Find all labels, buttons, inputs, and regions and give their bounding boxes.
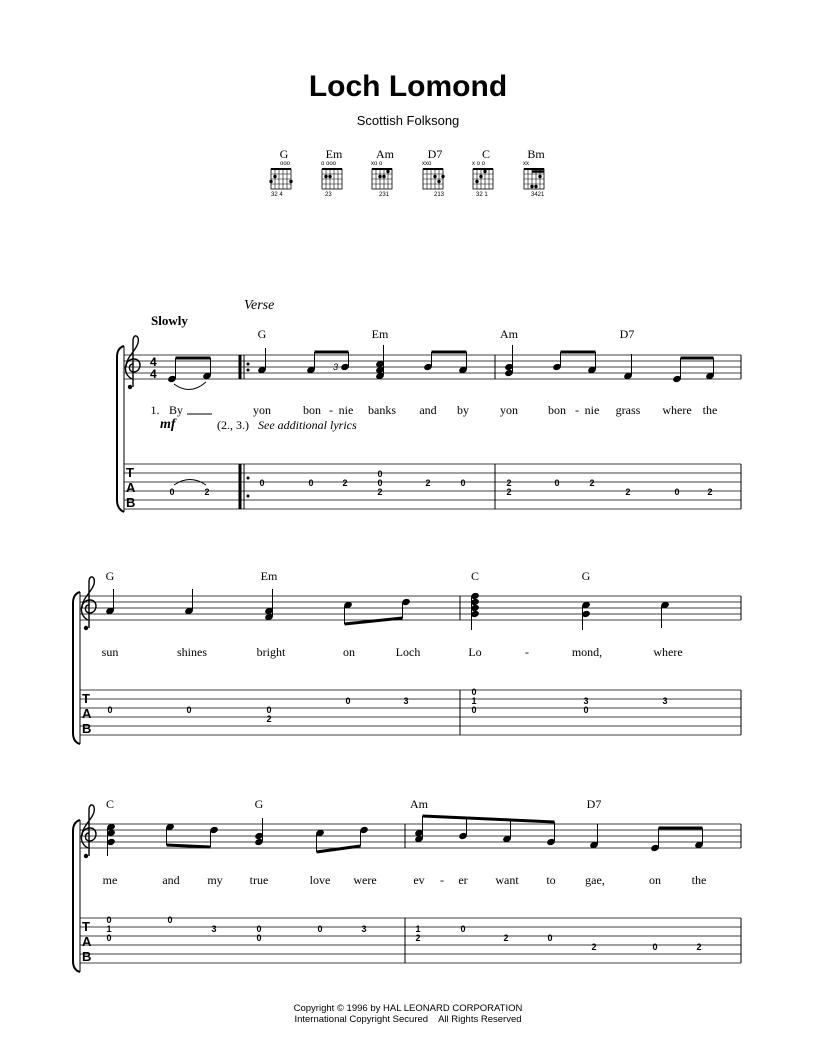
tab-fret: 1 [415, 924, 421, 934]
time-signature-top: 4 [150, 355, 157, 369]
lyric-hyphen: - [525, 645, 529, 659]
chord-symbol: Em [371, 327, 389, 341]
tab-fret: 2 [503, 933, 509, 943]
lyric-syllable: bright [256, 645, 286, 659]
chord-symbol: Am [500, 327, 518, 341]
lyric-hyphen: - [440, 873, 444, 887]
tab-fret: 3 [361, 924, 367, 934]
tab-letter: A [82, 934, 92, 949]
treble-clef-icon [81, 805, 96, 858]
chord-symbol: D7 [586, 797, 602, 811]
tab-fret: 0 [107, 705, 113, 715]
chord-fingering: 3421 [531, 192, 545, 198]
tab-fret: 2 [696, 942, 702, 952]
chord-symbol: Am [410, 797, 428, 811]
lyric-syllable: nie [584, 403, 600, 417]
tuplet-number: 3 [333, 362, 339, 372]
chord-diagram-label: Em [325, 147, 343, 161]
lyric-syllable: and [162, 873, 180, 887]
lyric-syllable: where [653, 645, 683, 659]
tab-fret: 0 [345, 696, 351, 706]
copyright-line: International Copyright Secured All Rights Reserved [294, 1014, 522, 1025]
chord-symbol: Em [260, 569, 278, 583]
chord-open-strings: xx [523, 161, 529, 167]
notes-measure-6 [414, 816, 704, 852]
lyric-syllable: on [343, 645, 355, 659]
lyric-syllable: sun [101, 645, 119, 659]
verse-number: 1. [150, 403, 160, 417]
tab-fret: 3 [211, 924, 217, 934]
tab-fret: 0 [652, 942, 658, 952]
tab-fret: 0 [547, 933, 553, 943]
staff-lines [80, 596, 741, 620]
chord-fingering: 32 1 [476, 192, 488, 198]
lyric-syllable: yon [500, 403, 518, 417]
treble-clef-icon [125, 336, 140, 389]
section-label: Verse [244, 298, 275, 313]
tab-staff [124, 464, 741, 510]
dynamic-marking: mf [160, 417, 176, 432]
tab-fret: 0 [554, 478, 560, 488]
time-signature-bottom: 4 [150, 367, 157, 381]
tab-fret: 0 [256, 933, 262, 943]
notes-measure-4 [470, 592, 670, 630]
tab-fret: 2 [415, 933, 421, 943]
tab-fret: 0 [377, 478, 383, 488]
tab-letter: T [126, 465, 134, 480]
chord-symbol: G [581, 569, 591, 583]
notes-measure-3 [105, 589, 411, 624]
system-2 [73, 577, 741, 744]
tab-fret: 0 [471, 705, 477, 715]
chord-symbol: G [254, 797, 264, 811]
tab-fret: 0 [106, 933, 112, 943]
chord-fingering: 231 [379, 192, 390, 198]
lyric-syllable: the [702, 403, 718, 417]
lyric-syllable: want [495, 873, 519, 887]
tab-letter: B [82, 949, 92, 964]
tab-fret: 2 [591, 942, 597, 952]
tab-fret: 0 [167, 915, 173, 925]
chord-diagram-label: C [481, 147, 491, 161]
tab-fret: 0 [106, 915, 112, 925]
tab-fret: 2 [204, 487, 210, 497]
copyright-line: Copyright © 1996 by HAL LEONARD CORPORATION [293, 1003, 523, 1014]
staff-lines [124, 355, 741, 379]
lyric-syllable: me [102, 873, 118, 887]
song-subtitle: Scottish Folksong [356, 113, 460, 128]
tab-fret: 0 [460, 924, 466, 934]
chord-diagram-label: Bm [527, 147, 545, 161]
lyric-syllable: Loch [395, 645, 421, 659]
tab-fret: 0 [308, 478, 314, 488]
chord-symbol: C [470, 569, 480, 583]
tab-fret: 0 [186, 705, 192, 715]
system-3 [73, 805, 741, 972]
tab-letter: T [82, 919, 90, 934]
tab-fret: 0 [266, 705, 272, 715]
chord-symbol: D7 [619, 327, 635, 341]
tab-fret: 0 [583, 705, 589, 715]
lyric-syllable: gae, [585, 873, 605, 887]
lyric-syllable: the [691, 873, 707, 887]
chord-diagram-label: Am [376, 147, 394, 161]
lyric-syllable: By [168, 403, 184, 417]
notes-pickup [167, 358, 212, 390]
lyric-syllable: banks [368, 403, 396, 417]
notes-measure-1 [257, 345, 468, 380]
lyric-syllable: yon [253, 403, 271, 417]
tab-fret: 2 [266, 714, 272, 724]
lyric-syllable: my [207, 873, 223, 887]
tab-fret: 0 [471, 687, 477, 697]
tab-fret: 2 [589, 478, 595, 488]
tab-fret: 2 [342, 478, 348, 488]
chord-fingering: 213 [434, 192, 445, 198]
tab-fret: 2 [425, 478, 431, 488]
tab-fret: 2 [625, 487, 631, 497]
tab-staff [80, 915, 741, 964]
chord-open-strings: o ooo [321, 161, 337, 167]
tab-fret: 3 [662, 696, 668, 706]
tab-fret: 0 [256, 924, 262, 934]
lyric-hyphen: - [329, 403, 333, 417]
chord-open-strings: xo o [371, 161, 383, 167]
tab-letter: T [82, 691, 90, 706]
tab-letter: B [126, 495, 136, 510]
tab-fret: 0 [377, 469, 383, 479]
lyric-syllable: bon [548, 403, 566, 417]
tab-fret: 1 [106, 924, 112, 934]
tab-fret: 0 [460, 478, 466, 488]
lyric-syllable: love [309, 873, 331, 887]
alt-verses-number: (2., 3.) [217, 418, 249, 432]
tab-staff [80, 687, 741, 736]
tab-fret: 1 [471, 696, 477, 706]
chord-open-strings: x o o [472, 161, 486, 167]
lyric-syllable: on [649, 873, 661, 887]
tab-fret: 0 [674, 487, 680, 497]
lyric-syllable: shines [177, 645, 207, 659]
chord-diagram-label: D7 [427, 147, 443, 161]
tab-fret: 0 [259, 478, 265, 488]
lyric-hyphen: - [575, 403, 579, 417]
lyric-syllable: nie [338, 403, 354, 417]
chord-fingering: 23 [325, 192, 332, 198]
tab-fret: 3 [583, 696, 589, 706]
lyric-syllable: ev [413, 873, 425, 887]
lyric-syllable: grass [615, 403, 641, 417]
tab-letter: A [82, 706, 92, 721]
tab-fret: 2 [707, 487, 713, 497]
tab-fret: 0 [317, 924, 323, 934]
chord-open-strings: xxo [422, 161, 432, 167]
lyric-syllable: bon [303, 403, 321, 417]
tab-fret: 3 [403, 696, 409, 706]
tab-letter: B [82, 721, 92, 736]
lyric-syllable: Lo [468, 645, 482, 659]
tab-fret: 2 [377, 487, 383, 497]
chord-open-strings: ooo [280, 161, 291, 167]
lyric-syllable: er [458, 873, 468, 887]
tab-fret: 0 [169, 487, 175, 497]
alt-verses-note: See additional lyrics [258, 418, 357, 432]
lyric-syllable: and [419, 403, 437, 417]
tab-fret: 2 [506, 478, 512, 488]
copyright-notice [0, 1003, 816, 1025]
lyric-syllable: by [457, 403, 469, 417]
chord-symbol: C [105, 797, 115, 811]
chord-symbol: G [105, 569, 115, 583]
system-1 [117, 336, 741, 512]
lyric-syllable: to [546, 873, 556, 887]
tab-letter: A [126, 480, 136, 495]
tempo-marking: Slowly [151, 313, 188, 328]
chord-diagram-label: G [279, 147, 289, 161]
tab-fret: 2 [506, 487, 512, 497]
song-title: Loch Lomond [308, 70, 508, 103]
lyric-syllable: mond, [571, 645, 603, 659]
lyric-syllable: true [249, 873, 269, 887]
treble-clef-icon [81, 577, 96, 630]
notes-measure-2 [504, 345, 715, 383]
chord-fingering: 32 4 [271, 192, 283, 198]
chord-symbol: G [257, 327, 267, 341]
lyric-syllable: where [662, 403, 692, 417]
lyric-syllable: were [353, 873, 377, 887]
